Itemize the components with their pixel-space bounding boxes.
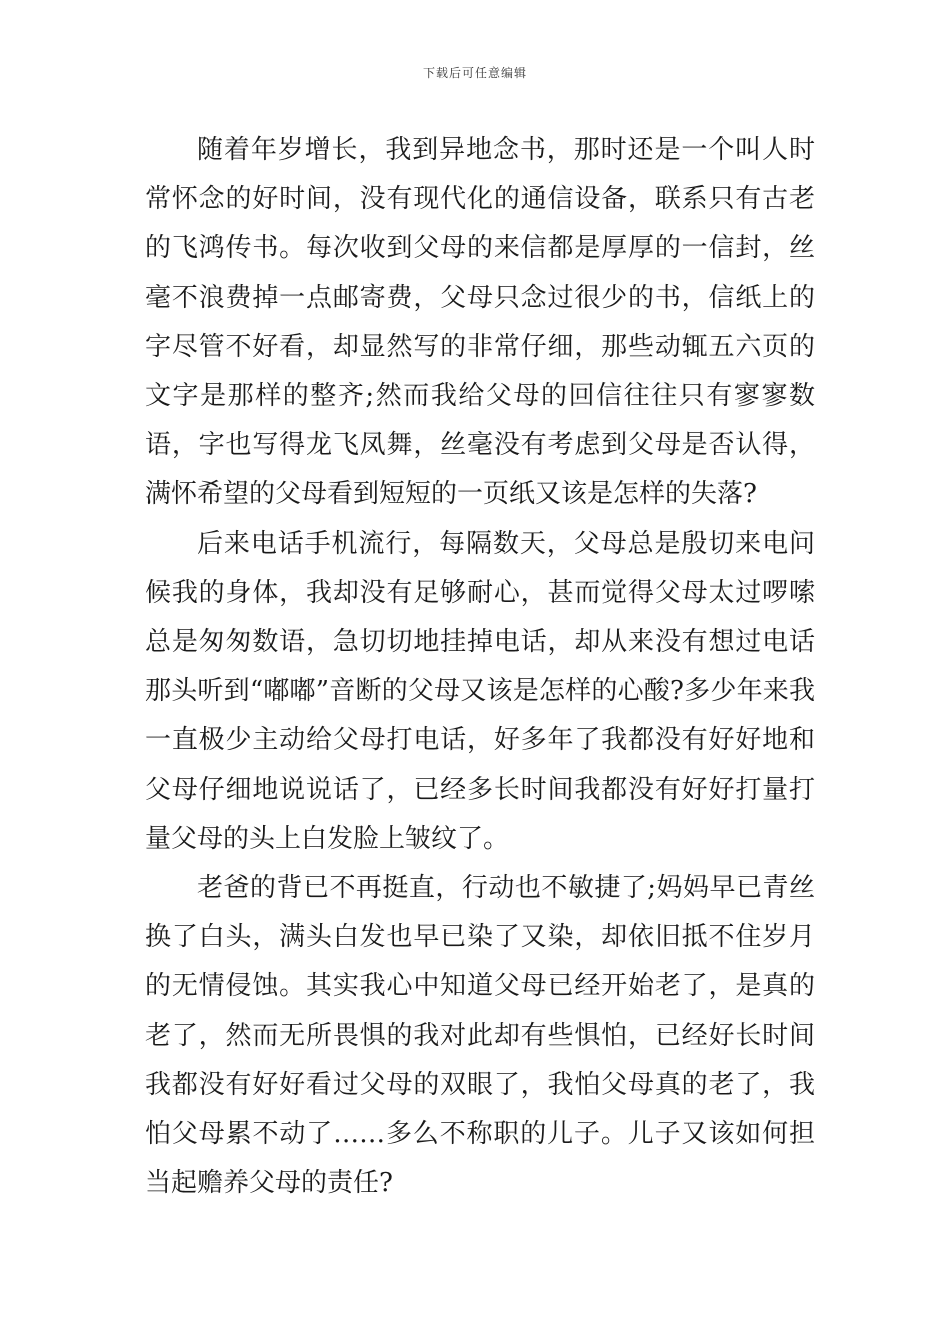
- paragraph-1: 随着年岁增长，我到异地念书，那时还是一个叫人时常怀念的好时间，没有现代化的通信设备，联系只有古老的飞鸿传书。每次收到父母的来信都是厚厚的一信封，丝毫不浪费掉一点邮寄费，父母只念过很少的书，信纸上的字尽管不好看，却显然写的非常仔细，那些动辄五六页的文字是那样的整齐;然而我给父母的回信往往只有寥寥数语，字也写得龙飞凤舞，丝毫没有考虑到父母是否认得，满怀希望的父母看到短短的一页纸又该是怎样的失落?: [145, 135, 815, 510]
- article-body: [145, 126, 815, 1208]
- paragraph-3: 老爸的背已不再挺直，行动也不敏捷了;妈妈早已青丝换了白头，满头白发也早已染了又染，却依旧抵不住岁月的无情侵蚀。其实我心中知道父母已经开始老了，是真的老了，然而无所畏惧的我对此却有些惧怕，已经好长时间我都没有好好看过父母的双眼了，我怕父母真的老了，我怕父母累不动了……多么不称职的儿子。儿子又该如何担当起赡养父母的责任?: [145, 873, 815, 1199]
- paragraph-2: 后来电话手机流行，每隔数天，父母总是殷切来电问候我的身体，我却没有足够耐心，甚而觉得父母太过啰嗦总是匆匆数语，急切切地挂掉电话，却从来没有想过电话那头听到“嘟嘟”音断的父母又该是怎样的心酸?多少年来我一直极少主动给父母打电话，好多年了我都没有好好地和父母仔细地说说话了，已经多长时间我都没有好好打量打量父母的头上白发脸上皱纹了。: [145, 528, 815, 854]
- page-header: 下载后可任意编辑: [422, 66, 527, 80]
